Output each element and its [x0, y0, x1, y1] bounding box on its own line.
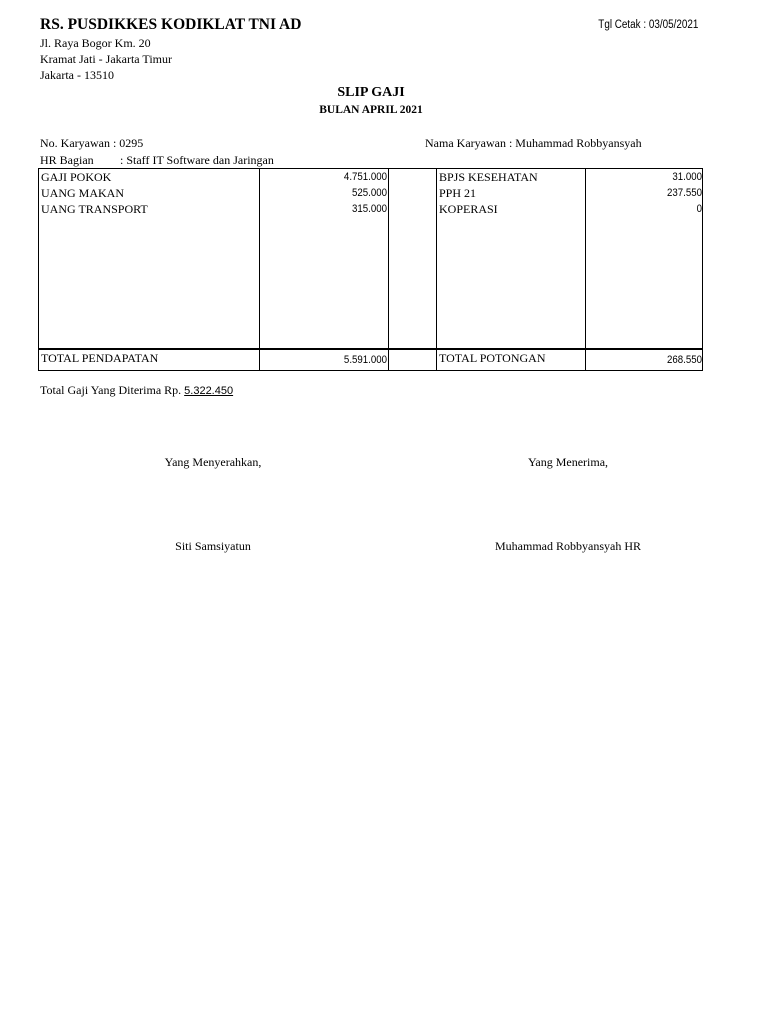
organization-name: RS. PUSDIKKES KODIKLAT TNI AD	[40, 16, 302, 33]
income-amount: 525.000	[352, 187, 387, 199]
column-divider	[436, 169, 437, 370]
employee-division	[40, 153, 274, 168]
deduction-label: BPJS KESEHATAN	[439, 170, 538, 184]
employee-number: No. Karyawan : 0295	[40, 136, 144, 150]
division-label: HR Bagian	[40, 153, 94, 167]
deduction-label: KOPERASI	[439, 202, 498, 216]
slip-title: SLIP GAJI	[337, 85, 405, 100]
receiver-name: Muhammad Robbyansyah HR	[495, 539, 641, 553]
total-deduction-amount: 268.550	[667, 354, 702, 366]
column-divider	[388, 169, 389, 370]
deduction-amount: 237.550	[667, 187, 702, 199]
employee-name: Nama Karyawan : Muhammad Robbyansyah	[425, 136, 642, 150]
deduction-label: PPH 21	[439, 186, 477, 200]
slip-period: BULAN APRIL 2021	[319, 104, 423, 116]
total-income-label: TOTAL PENDAPATAN	[41, 351, 159, 365]
giver-signature-label: Yang Menyerahkan,	[164, 455, 262, 469]
deduction-amount: 0	[696, 203, 702, 215]
net-pay-label: Total Gaji Yang Diterima Rp.	[40, 383, 182, 397]
address-line-3: Jakarta - 13510	[40, 68, 114, 82]
total-income-amount: 5.591.000	[343, 354, 387, 366]
division-value: : Staff IT Software dan Jaringan	[120, 153, 274, 167]
income-amount: 315.000	[352, 203, 387, 215]
receiver-signature-label: Yang Menerima,	[527, 455, 609, 469]
salary-table	[38, 168, 703, 371]
address-line-2: Kramat Jati - Jakarta Timur	[40, 52, 172, 66]
giver-name: Siti Samsiyatun	[175, 539, 251, 553]
address-line-1: Jl. Raya Bogor Km. 20	[40, 36, 151, 50]
income-label: UANG TRANSPORT	[41, 202, 148, 216]
column-divider	[259, 169, 260, 370]
income-amount: 4.751.000	[343, 171, 387, 183]
total-deduction-label: TOTAL POTONGAN	[439, 351, 546, 365]
net-pay-amount: 5.322.450	[184, 385, 234, 397]
deduction-amount: 31.000	[672, 171, 702, 183]
column-divider	[585, 169, 586, 370]
net-pay	[40, 383, 233, 398]
income-label: GAJI POKOK	[41, 170, 112, 184]
print-date: Tgl Cetak : 03/05/2021	[597, 19, 698, 31]
income-label: UANG MAKAN	[41, 186, 124, 200]
